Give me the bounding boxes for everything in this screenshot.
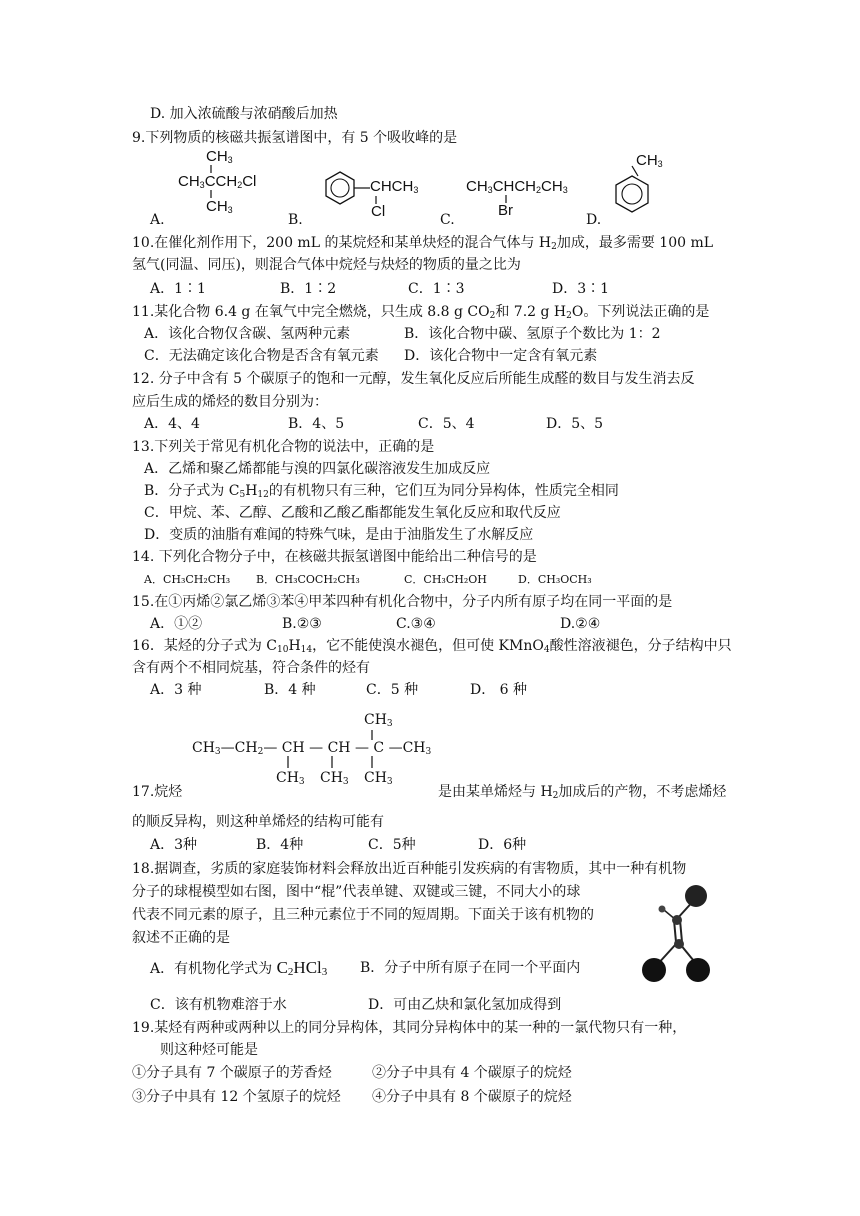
- mol-a-main-chain: $CH_3CCH_2Cl$: [178, 173, 257, 190]
- q11-stem: 11.某化合物 6.4 g 在氧气中完全燃烧，只生成 8.8 g $CO_2$和 7.2 g $H_2O$。下列说法正确的是: [132, 304, 710, 321]
- q18-line-2: 分子的球棍模型如右图，图中“棍”代表单键、双键或三键，不同大小的球: [132, 884, 581, 900]
- q9-molecule-d: [614, 152, 674, 218]
- q17-mol-methyl-3: $CH_3$: [364, 770, 393, 787]
- q17-line-2: 的顺反异构，则这种单烯烃的结构可能有: [132, 814, 384, 830]
- mol-b-chlorine: Cl: [371, 203, 386, 220]
- q9-label-a: A.: [150, 212, 165, 228]
- q10-line-2: 氢气(同温、同压)，则混合气体中烷烃与炔烃的物质的量之比为: [132, 257, 521, 273]
- q17-option-c: C．5种: [368, 837, 416, 853]
- q12-option-d: D．5、5: [546, 416, 604, 432]
- q12-line-2: 应后生成的烯烃的数目分别为：: [132, 394, 328, 410]
- q9-molecule-a: [178, 148, 278, 218]
- q19-line-2: 则这种烃可能是: [160, 1042, 258, 1058]
- q17-mol-top-methyl: $CH_3$: [364, 712, 393, 729]
- q18-option-c: C．该有机物难溶于水: [150, 997, 287, 1013]
- q19-item-1: ①分子具有 7 个碳原子的芳香烃: [132, 1065, 332, 1081]
- q18-option-a: A．有机物化学式为 $C_2HCl_3$: [150, 958, 328, 978]
- q15-option-a: A．①②: [150, 616, 203, 632]
- q10-option-b: B．1∶2: [280, 281, 337, 297]
- q13-option-b: B．分子式为 $C_5H_{12}$的有机物只有三种，它们互为同分异构体，性质完全相同: [144, 483, 619, 500]
- q10-line-1: 10.在催化剂作用下，200 mL 的某烷烃和某单炔烃的混合气体与 $H_2$加成，最多需要 100 mL: [132, 235, 714, 252]
- q13-stem: 13.下列关于常见有机化合物的说法中，正确的是: [132, 439, 435, 455]
- ball-and-stick-model: [636, 880, 716, 990]
- mol-c-chain: $CH_3CHCH_2CH_3$: [466, 178, 568, 195]
- q16-option-d: D． 6 种: [470, 682, 528, 698]
- q15-option-d: D.②④: [560, 616, 601, 632]
- q19-item-2: ②分子中具有 4 个碳原子的烷烃: [372, 1065, 572, 1081]
- q9-stem: 9.下列物质的核磁共振氢谱图中，有 5 个吸收峰的是: [132, 130, 458, 146]
- q14-option-c: C．CH₃CH₂OH: [404, 573, 487, 586]
- q16-option-a: A．3 种: [150, 682, 202, 698]
- q17-option-a: A．3种: [150, 837, 198, 853]
- q9-label-d: D.: [586, 212, 602, 228]
- q11-option-b: B．该化合物中碳、氢原子个数比为 1：2: [404, 326, 661, 342]
- q14-stem: 14. 下列化合物分子中，在核磁共振氢谱图中能给出二种信号的是: [132, 549, 537, 565]
- q10-option-d: D．3∶1: [552, 281, 610, 297]
- q19-item-4: ④分子中具有 8 个碳原子的烷烃: [372, 1089, 572, 1105]
- mol-b-chain: $CHCH_3$: [370, 178, 419, 195]
- q10-option-a: A．1∶1: [150, 281, 206, 297]
- q9-label-c: C.: [440, 212, 455, 228]
- q12-option-a: A．4、4: [144, 416, 200, 432]
- mol-c-bromine: Br: [498, 202, 513, 219]
- q9-molecule-b: [326, 168, 436, 223]
- q9-label-b: B.: [288, 212, 303, 228]
- q15-stem: 15.在①丙烯②氯乙烯③苯④甲苯四种有机化合物中，分子内所有原子均在同一平面的是: [132, 594, 673, 610]
- q10-option-c: C．1∶3: [408, 281, 465, 297]
- q12-option-c: C．5、4: [418, 416, 475, 432]
- q17-mol-methyl-1: $CH_3$: [276, 770, 305, 787]
- q18-option-b: B．分子中所有原子在同一个平面内: [360, 960, 581, 976]
- q18-line-4: 叙述不正确的是: [132, 930, 230, 946]
- q14-option-b: B．CH₃COCH₂CH₃: [256, 573, 360, 586]
- q18-option-d: D．可由乙炔和氯化氢加成得到: [368, 997, 562, 1013]
- q18-line-1: 18.据调查，劣质的家庭装饰材料会释放出近百种能引发疾病的有害物质，其中一种有机物: [132, 861, 687, 877]
- q17-label: 17.烷烃: [132, 784, 183, 800]
- q11-option-d: D．该化合物中一定含有氧元素: [404, 348, 598, 364]
- q13-option-d: D．变质的油脂有难闻的特殊气味，是由于油脂发生了水解反应: [144, 527, 534, 543]
- q13-option-c: C．甲烷、苯、乙醇、乙酸和乙酸乙酯都能发生氧化反应和取代反应: [144, 505, 561, 521]
- q17-mol-methyl-2: $CH_3$: [320, 770, 349, 787]
- mol-a-top-group: $CH_3$: [206, 148, 233, 165]
- q14-option-a: A．CH₃CH₂CH₃: [144, 573, 231, 586]
- q15-option-b: B.②③: [282, 616, 322, 632]
- q17-stem-tail: 是由某单烯烃与 $H_2$加成后的产物，不考虑烯烃: [438, 784, 727, 801]
- q11-option-a: A．该化合物仅含碳、氢两种元素: [144, 326, 351, 342]
- q12-option-b: B．4、5: [288, 416, 345, 432]
- q13-option-a: A．乙烯和聚乙烯都能与溴的四氯化碳溶液发生加成反应: [144, 461, 491, 477]
- q17-mol-main-chain: $CH_3—CH_2—$ CH — CH — C $—CH_3$: [192, 740, 432, 757]
- q14-option-d: D．CH₃OCH₃: [518, 573, 592, 586]
- q15-option-c: C.③④: [396, 616, 436, 632]
- q16-line-1: 16．某烃的分子式为 $C_{10}H_{14}$，它不能使溴水褪色，但可使 KMnO$_4$酸性溶液褪色，分子结构中只: [132, 638, 732, 655]
- q17-molecule: [192, 712, 452, 792]
- q11-option-c: C．无法确定该化合物是否含有氧元素: [144, 348, 379, 364]
- q19-line-1: 19.某烃有两种或两种以上的同分异构体，其同分异构体中的某一种的一氯代物只有一种，: [132, 1020, 687, 1036]
- mol-a-bottom-group: $CH_3$: [206, 198, 233, 215]
- mol-d-methyl: $CH_3$: [636, 152, 663, 169]
- q19-item-3: ③分子中具有 12 个氢原子的烷烃: [132, 1089, 341, 1105]
- q17-option-d: D．6种: [478, 837, 527, 853]
- q17-option-b: B．4种: [256, 837, 304, 853]
- q16-line-2: 含有两个不相同烷基，符合条件的烃有: [132, 660, 370, 676]
- q16-option-c: C．5 种: [366, 682, 419, 698]
- q16-option-b: B．4 种: [264, 682, 316, 698]
- q8-option-d: D. 加入浓硫酸与浓硝酸后加热: [150, 106, 338, 122]
- q18-line-3: 代表不同元素的原子，且三种元素位于不同的短周期。下面关于该有机物的: [132, 907, 594, 923]
- q12-line-1: 12. 分子中含有 5 个碳原子的饱和一元醇，发生氧化反应后所能生成醛的数目与发生消去反: [132, 371, 695, 387]
- q9-molecule-c: [466, 178, 586, 223]
